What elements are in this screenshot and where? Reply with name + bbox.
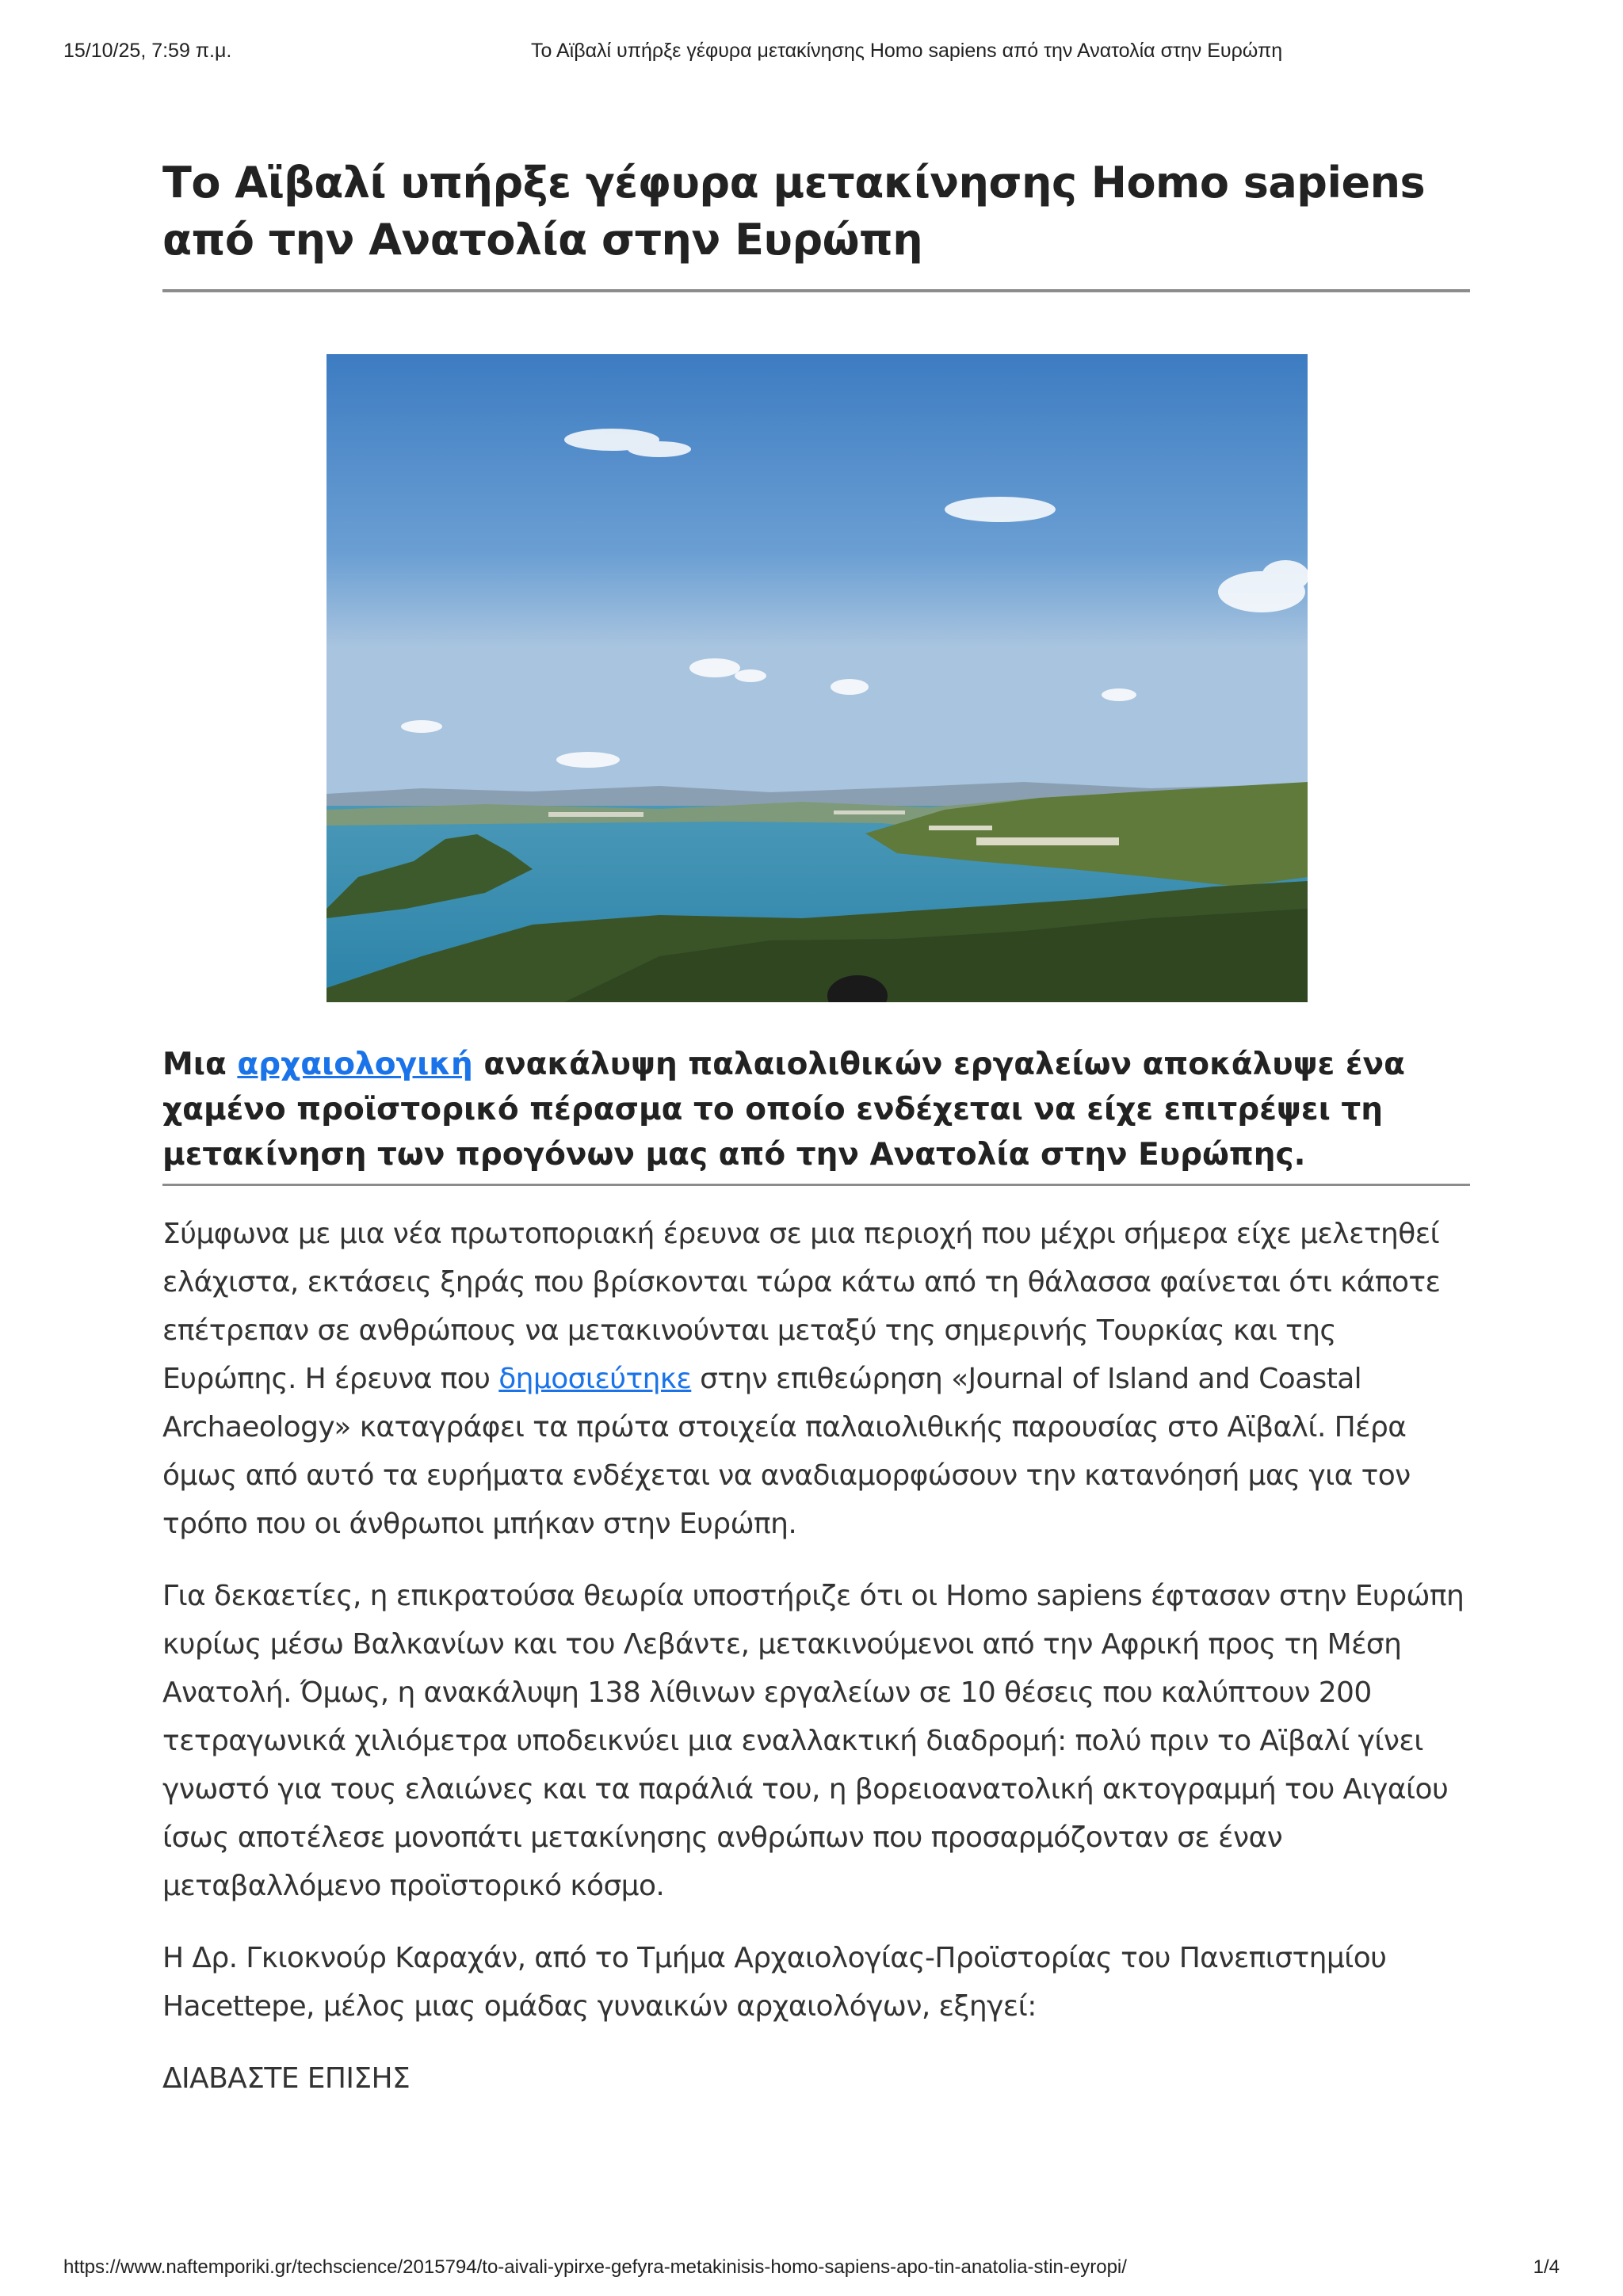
paragraph-1-text-after: στην επιθεώρηση «Journal of Island and Coastal Archaeology» καταγράφει τα πρώτα στοιχεία παλαιολιθικής παρουσίας στο Αϊβαλί. Πέρα όμως από αυτό τα ευρήματα ενδέχεται να αναδιαμορφώσουν την κατανόησή μας για τον τρόπο που οι άνθρωποι μπήκαν στην Ευρώπη. bbox=[162, 1363, 1411, 1540]
paragraph-2: Για δεκαετίες, η επικρατούσα θεωρία υποστήριζε ότι οι Homo sapiens έφτασαν στην Ευρώπη κυρίως μέσω Βαλκανίων και του Λεβάντε, μετακινούμενοι από την Αφρική προς τη Μέση Ανατολή. Όμως, η ανακάλυψη 138 λίθινων εργαλείων σε 10 θέσεις που καλύπτουν 200 τετραγωνικά χιλιόμετρα υποδεικνύει μια εναλλακτική διαδρομή: πολύ πριν το Αϊβαλί γίνει γνωστό για τους ελαιώνες και τα παράλιά του, η βορειοανατολική ακτογραμμή του Αιγαίου ίσως αποτέλεσε μονοπάτι μετακίνησης ανθρώπων που προσαρμόζονταν σε έναν μεταβαλλόμενο προϊστορικό κόσμο. bbox=[162, 1580, 1465, 1902]
headline-line-2: από την Ανατολία στην Ευρώπη bbox=[162, 215, 923, 265]
lead-text-after: ανακάλυψη παλαιολιθικών εργαλείων αποκάλυψε ένα χαμένο προϊστορικό πέρασμα το οποίο ενδέχεται να είχε επιτρέψει τη μετακίνηση των προγόνων μας από την Ανατολία στην Ευρώπης. bbox=[162, 1047, 1405, 1173]
headline-line-1: Το Αϊβαλί υπήρξε γέφυρα μετακίνησης Homo sapiens bbox=[162, 158, 1426, 208]
lead-text-before: Μια bbox=[162, 1047, 238, 1082]
lead-link[interactable]: αρχαιολογική bbox=[237, 1047, 473, 1082]
print-page-title: Το Αϊβαλί υπήρξε γέφυρα μετακίνησης Homo sapiens από την Ανατολία στην Ευρώπη bbox=[531, 40, 1283, 62]
paragraph-1-text-before: Σύμφωνα με μια νέα πρωτοποριακή έρευνα σε μια περιοχή που μέχρι σήμερα είχε μελετηθεί ελάχιστα, εκτάσεις ξηράς που βρίσκονται τώρα κάτω από τη θάλασσα φαίνεται ότι κάποτε επέτρεπαν σε ανθρώπους να μετακινούνται μεταξύ της σημερινής Τουρκίας και της Ευρώπης. Η έρευνα που bbox=[162, 1218, 1441, 1395]
print-date: 15/10/25, 7:59 π.μ. bbox=[63, 40, 232, 62]
paragraph-1-link[interactable]: δημοσιεύτηκε bbox=[498, 1363, 692, 1395]
paragraph-3: Η Δρ. Γκιοκνούρ Καραχάν, από το Τμήμα Αρχαιολογίας-Προϊστορίας του Πανεπιστημίου Hacettepe, μέλος μιας ομάδας γυναικών αρχαιολόγων, εξηγεί: bbox=[162, 1942, 1387, 2023]
read-also-label: ΔΙΑΒΑΣΤΕ ΕΠΙΣΗΣ bbox=[162, 2062, 411, 2095]
hero-image bbox=[327, 354, 1308, 1002]
page-number: 1/4 bbox=[1533, 2256, 1560, 2278]
print-url: https://www.naftemporiki.gr/techscience/2015794/to-aivali-ypirxe-gefyra-metakinisis-homo-sapiens-apo-tin-anatolia-stin-eyropi/ bbox=[63, 2256, 1127, 2278]
article bbox=[162, 154, 1470, 2103]
article-headline bbox=[162, 154, 1470, 269]
paragraph-1 bbox=[162, 1210, 1470, 1548]
lead-divider bbox=[162, 1184, 1470, 1186]
article-body bbox=[162, 1210, 1470, 2103]
print-footer bbox=[63, 2256, 1560, 2280]
landscape-photo bbox=[327, 354, 1308, 1002]
headline-divider bbox=[162, 289, 1470, 292]
article-lead bbox=[162, 1042, 1470, 1177]
print-header bbox=[63, 40, 1560, 71]
